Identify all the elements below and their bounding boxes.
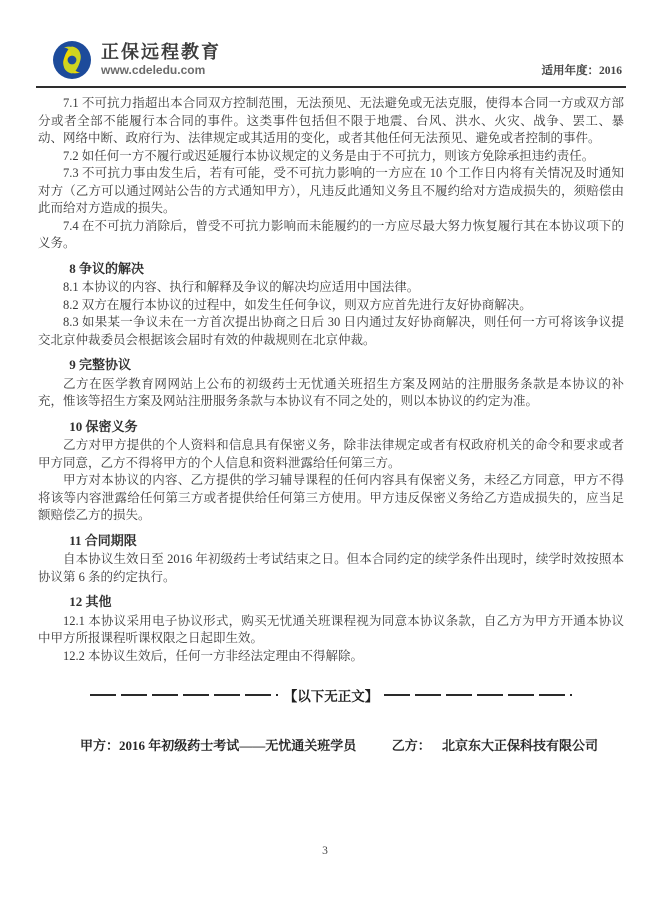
section-heading: 8 争议的解决 [69, 260, 144, 276]
party-b-label: 乙方： [391, 738, 431, 753]
paragraph: 7.1 不可抗力指超出本合同双方控制范围，无法预见、无法避免或无法克服，使得本合同一方或双方部分或者全部不能履行本合同的事件。这类事件包括但不限于地震、台风、洪水、火灾、战争、罢工、暴动、网络中断、政府行为、法律规定或其适用的变化，或者其他任何无法预见、避免或者控制的事件。 [38, 96, 624, 145]
paragraph: 甲方对本协议的内容、乙方提供的学习辅导课程的任何内容具有保密义务，未经乙方同意，甲方不得将该等内容泄露给任何第三方或者提供给任何第三方使用。甲方违反保密义务给乙方造成损失的，应当足额赔偿乙方的损失。 [38, 473, 624, 522]
party-b-signature [392, 735, 598, 754]
section-heading: 9 完整协议 [69, 357, 131, 372]
page-number: 3 [322, 845, 328, 857]
paragraph: 7.2 如任何一方不履行或迟延履行本协议规定的义务是由于不可抗力，则该方免除承担违约责任。 [63, 148, 595, 163]
section-heading: 11 合同期限 [69, 532, 137, 548]
applicable-year-label: 适用年度：2016 [541, 65, 622, 77]
signature-row [36, 735, 626, 754]
brand-name: 正保远程教育 [101, 41, 221, 62]
brand-text [101, 43, 221, 78]
end-of-text-divider [90, 685, 572, 705]
divider-dash-right [384, 694, 572, 696]
paragraph: 乙方对甲方提供的个人资料和信息具有保密义务，除非法律规定或者有权政府机关的命令和要求或者甲方同意，乙方不得将甲方的个人信息和资料泄露给任何第三方。 [38, 438, 624, 470]
paragraph: 8.2 双方在履行本协议的过程中，如发生任何争议，则双方应首先进行友好协商解决。 [63, 297, 532, 312]
party-a-signature: 甲方：2016 年初级药士考试——无忧通关班学员 [80, 738, 357, 753]
paragraph: 12.2 本协议生效后，任何一方非经法定理由不得解除。 [63, 648, 364, 663]
paragraph: 7.3 不可抗力事由发生后，若有可能，受不可抗力影响的一方应在 10 个工作日内将有关情况及时通知对方（乙方可以通过网站公告的方式通知甲方），凡违反此通知义务且不履约给对方造成损失的，须赔偿由此而给对方造成的损失。 [38, 166, 624, 215]
paragraph: 8.1 本协议的内容、执行和解释及争议的解决均应适用中国法律。 [63, 280, 420, 294]
cdeledu-logo-icon [52, 40, 92, 80]
paragraph: 自本协议生效日至 2016 年初级药士考试结束之日。但本合同约定的续学条件出现时，续学时效按照本协议第 6 条的约定执行。 [38, 552, 624, 584]
paragraph: 乙方在医学教育网网站上公布的初级药士无忧通关班招生方案及网站的注册服务条款是本协议的补充，惟该等招生方案及网站注册服务条款与本协议有不同之处的，则以本协议的约定为准。 [38, 376, 624, 408]
contract-body [36, 88, 626, 665]
brand-block [52, 40, 221, 80]
end-of-text-label: 【以下无正文】 [283, 689, 379, 704]
paragraph: 8.3 如果某一争议未在一方首次提出协商之日后 30 日内通过友好协商解决，则任何一方可将该争议提交北京仲裁委员会根据该会届时有效的仲裁规则在北京仲裁。 [38, 315, 624, 347]
section-heading: 10 保密义务 [69, 418, 138, 434]
party-b-name: 北京东大正保科技有限公司 [441, 738, 598, 753]
page-header [36, 40, 626, 84]
paragraph: 12.1 本协议采用电子协议形式，购买无忧通关班课程视为同意本协议条款，自乙方为甲方开通本协议中甲方所报课程听课权限之日起即生效。 [38, 613, 624, 645]
divider-dash-left [90, 694, 278, 696]
paragraph: 7.4 在不可抗力消除后，曾受不可抗力影响而未能履约的一方应尽最大努力恢复履行其在本协议项下的义务。 [38, 218, 624, 250]
section-heading: 12 其他 [69, 594, 112, 609]
brand-website: www.cdeledu.com [101, 63, 206, 78]
